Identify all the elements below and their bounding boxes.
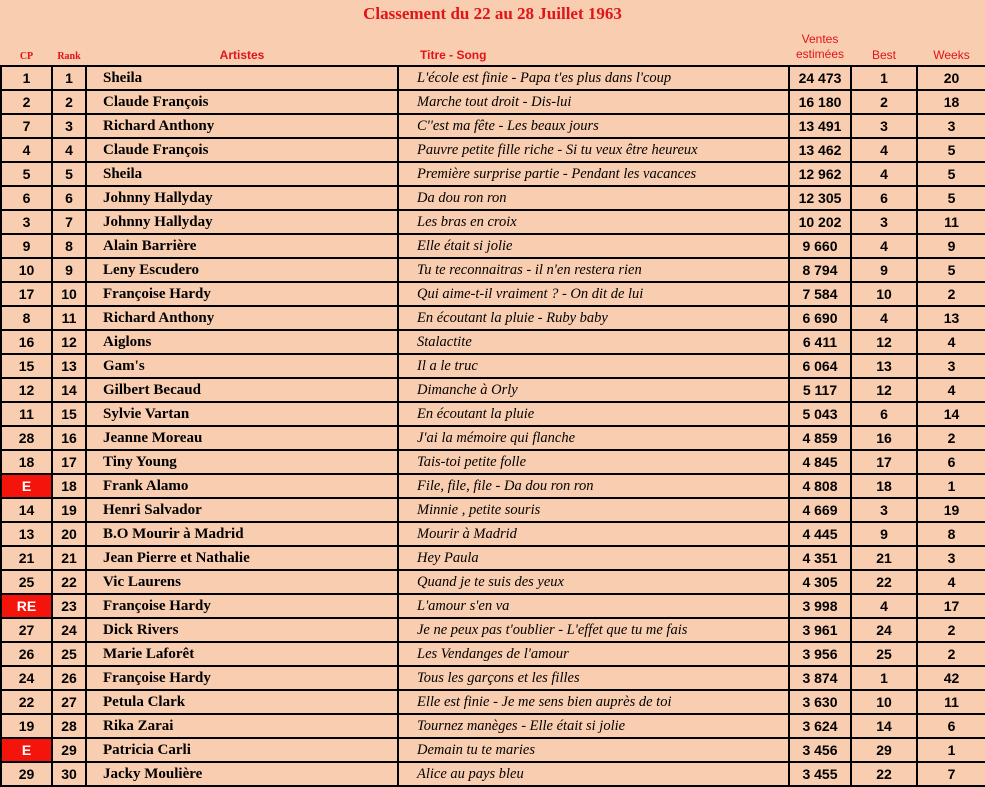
best-cell: 2 — [851, 90, 917, 114]
table-row — [1, 354, 985, 378]
song-cell: En écoutant la pluie - Ruby baby — [398, 306, 789, 330]
best-cell: 4 — [851, 234, 917, 258]
header-row — [1, 28, 985, 66]
cp-cell: 18 — [1, 450, 52, 474]
best-cell: 10 — [851, 690, 917, 714]
artist-cell: Dick Rivers — [86, 618, 398, 642]
weeks-cell: 7 — [917, 762, 985, 786]
weeks-cell: 14 — [917, 402, 985, 426]
table-row — [1, 138, 985, 162]
table-row — [1, 666, 985, 690]
artist-cell: Sheila — [86, 66, 398, 90]
table-row — [1, 570, 985, 594]
weeks-cell: 1 — [917, 738, 985, 762]
table-row — [1, 330, 985, 354]
rank-cell: 30 — [52, 762, 86, 786]
table-row — [1, 522, 985, 546]
artist-cell: Alain Barrière — [86, 234, 398, 258]
cp-cell: 3 — [1, 210, 52, 234]
song-cell: Les bras en croix — [398, 210, 789, 234]
table-row — [1, 258, 985, 282]
header-sales-line1: Ventes — [801, 32, 839, 46]
best-cell: 16 — [851, 426, 917, 450]
table-row — [1, 162, 985, 186]
artist-cell: Françoise Hardy — [86, 282, 398, 306]
cp-cell: 21 — [1, 546, 52, 570]
cp-cell: 9 — [1, 234, 52, 258]
weeks-cell: 2 — [917, 282, 985, 306]
artist-cell: Tiny Young — [86, 450, 398, 474]
weeks-cell: 42 — [917, 666, 985, 690]
song-cell: L'amour s'en va — [398, 594, 789, 618]
song-cell: Da dou ron ron — [398, 186, 789, 210]
best-cell: 6 — [851, 186, 917, 210]
cp-cell: 1 — [1, 66, 52, 90]
rank-cell: 2 — [52, 90, 86, 114]
artist-cell: Marie Laforêt — [86, 642, 398, 666]
rank-cell: 8 — [52, 234, 86, 258]
weeks-cell: 5 — [917, 162, 985, 186]
rank-cell: 17 — [52, 450, 86, 474]
best-cell: 12 — [851, 330, 917, 354]
artist-cell: Leny Escudero — [86, 258, 398, 282]
best-cell: 22 — [851, 762, 917, 786]
song-cell: C''est ma fête - Les beaux jours — [398, 114, 789, 138]
rank-cell: 23 — [52, 594, 86, 618]
weeks-cell: 4 — [917, 570, 985, 594]
song-cell: Première surprise partie - Pendant les vacances — [398, 162, 789, 186]
sales-cell: 6 690 — [789, 306, 851, 330]
rank-cell: 20 — [52, 522, 86, 546]
rank-cell: 18 — [52, 474, 86, 498]
song-cell: Je ne peux pas t'oublier - L'effet que tu me fais — [398, 618, 789, 642]
best-cell: 10 — [851, 282, 917, 306]
sales-cell: 3 956 — [789, 642, 851, 666]
header-rank: Rank — [57, 51, 81, 62]
sales-cell: 3 456 — [789, 738, 851, 762]
artist-cell: Françoise Hardy — [86, 666, 398, 690]
best-cell: 4 — [851, 306, 917, 330]
sales-cell: 4 669 — [789, 498, 851, 522]
rank-cell: 9 — [52, 258, 86, 282]
rank-cell: 12 — [52, 330, 86, 354]
cp-cell: 25 — [1, 570, 52, 594]
rank-cell: 26 — [52, 666, 86, 690]
artist-cell: Jacky Moulière — [86, 762, 398, 786]
rank-cell: 13 — [52, 354, 86, 378]
artist-cell: Sylvie Vartan — [86, 402, 398, 426]
song-cell: Pauvre petite fille riche - Si tu veux être heureux — [398, 138, 789, 162]
cp-cell: 13 — [1, 522, 52, 546]
best-cell: 29 — [851, 738, 917, 762]
song-cell: Les Vendanges de l'amour — [398, 642, 789, 666]
best-cell: 17 — [851, 450, 917, 474]
sales-cell: 16 180 — [789, 90, 851, 114]
artist-cell: Richard Anthony — [86, 114, 398, 138]
rank-cell: 19 — [52, 498, 86, 522]
ranking-table — [0, 28, 985, 787]
best-cell: 3 — [851, 114, 917, 138]
sales-cell: 3 455 — [789, 762, 851, 786]
rank-cell: 1 — [52, 66, 86, 90]
weeks-cell: 2 — [917, 642, 985, 666]
weeks-cell: 19 — [917, 498, 985, 522]
song-cell: Qui aime-t-il vraiment ? - On dit de lui — [398, 282, 789, 306]
best-cell: 6 — [851, 402, 917, 426]
weeks-cell: 3 — [917, 546, 985, 570]
cp-cell: 28 — [1, 426, 52, 450]
cp-cell: 24 — [1, 666, 52, 690]
best-cell: 4 — [851, 138, 917, 162]
song-cell: Tais-toi petite folle — [398, 450, 789, 474]
weeks-cell: 3 — [917, 354, 985, 378]
cp-cell — [1, 738, 52, 762]
table-row — [1, 714, 985, 738]
song-cell: Minnie , petite souris — [398, 498, 789, 522]
best-cell: 3 — [851, 498, 917, 522]
cp-cell — [1, 474, 52, 498]
table-row — [1, 66, 985, 90]
artist-cell: Johnny Hallyday — [86, 186, 398, 210]
cp-cell — [1, 594, 52, 618]
best-cell: 1 — [851, 666, 917, 690]
header-song: Titre - Song — [420, 48, 487, 62]
table-row — [1, 186, 985, 210]
artist-cell: Petula Clark — [86, 690, 398, 714]
rank-cell: 4 — [52, 138, 86, 162]
weeks-cell: 5 — [917, 138, 985, 162]
cp-cell: 11 — [1, 402, 52, 426]
best-cell: 22 — [851, 570, 917, 594]
best-cell: 18 — [851, 474, 917, 498]
sales-cell: 3 630 — [789, 690, 851, 714]
rank-cell: 7 — [52, 210, 86, 234]
table-row — [1, 618, 985, 642]
weeks-cell: 11 — [917, 690, 985, 714]
artist-cell: Aiglons — [86, 330, 398, 354]
sales-cell: 4 859 — [789, 426, 851, 450]
table-row — [1, 594, 985, 618]
sales-cell: 6 411 — [789, 330, 851, 354]
sales-cell: 4 845 — [789, 450, 851, 474]
table-row — [1, 546, 985, 570]
page-title: Classement du 22 au 28 Juillet 1963 — [363, 4, 622, 23]
best-cell: 12 — [851, 378, 917, 402]
rank-cell: 10 — [52, 282, 86, 306]
sales-cell: 4 351 — [789, 546, 851, 570]
table-row — [1, 282, 985, 306]
entry-badge: E — [21, 478, 32, 494]
song-cell: En écoutant la pluie — [398, 402, 789, 426]
weeks-cell: 9 — [917, 234, 985, 258]
artist-cell: Gilbert Becaud — [86, 378, 398, 402]
song-cell: Mourir à Madrid — [398, 522, 789, 546]
weeks-cell: 3 — [917, 114, 985, 138]
artist-cell: Richard Anthony — [86, 306, 398, 330]
artist-cell: Rika Zarai — [86, 714, 398, 738]
best-cell: 9 — [851, 522, 917, 546]
header-sales-line2: estimées — [795, 47, 845, 61]
song-cell: Demain tu te maries — [398, 738, 789, 762]
sales-cell: 13 462 — [789, 138, 851, 162]
entry-badge: RE — [16, 598, 37, 614]
best-cell: 4 — [851, 594, 917, 618]
cp-cell: 17 — [1, 282, 52, 306]
rank-cell: 11 — [52, 306, 86, 330]
cp-cell: 14 — [1, 498, 52, 522]
cp-cell: 2 — [1, 90, 52, 114]
cp-cell: 29 — [1, 762, 52, 786]
artist-cell: Françoise Hardy — [86, 594, 398, 618]
header-cp: CP — [19, 51, 34, 62]
sales-cell: 3 874 — [789, 666, 851, 690]
song-cell: Tu te reconnaitras - il n'en restera rien — [398, 258, 789, 282]
song-cell: File, file, file - Da dou ron ron — [398, 474, 789, 498]
table-row — [1, 450, 985, 474]
sales-cell: 3 961 — [789, 618, 851, 642]
best-cell: 3 — [851, 210, 917, 234]
table-row — [1, 378, 985, 402]
cp-cell: 7 — [1, 114, 52, 138]
weeks-cell: 13 — [917, 306, 985, 330]
header-best: Best — [871, 48, 896, 62]
rank-cell: 25 — [52, 642, 86, 666]
rank-cell: 29 — [52, 738, 86, 762]
rank-cell: 28 — [52, 714, 86, 738]
cp-cell: 16 — [1, 330, 52, 354]
weeks-cell: 2 — [917, 618, 985, 642]
cp-cell: 12 — [1, 378, 52, 402]
sales-cell: 10 202 — [789, 210, 851, 234]
sales-cell: 5 117 — [789, 378, 851, 402]
weeks-cell: 17 — [917, 594, 985, 618]
rank-cell: 27 — [52, 690, 86, 714]
weeks-cell: 5 — [917, 186, 985, 210]
cp-cell: 4 — [1, 138, 52, 162]
sales-cell: 4 305 — [789, 570, 851, 594]
rank-cell: 21 — [52, 546, 86, 570]
artist-cell: Johnny Hallyday — [86, 210, 398, 234]
sales-cell: 9 660 — [789, 234, 851, 258]
header-weeks: Weeks — [933, 48, 970, 62]
sales-cell: 24 473 — [789, 66, 851, 90]
artist-cell: Jeanne Moreau — [86, 426, 398, 450]
table-row — [1, 474, 985, 498]
artist-cell: Jean Pierre et Nathalie — [86, 546, 398, 570]
best-cell: 1 — [851, 66, 917, 90]
cp-cell: 15 — [1, 354, 52, 378]
song-cell: Elle est finie - Je me sens bien auprès de toi — [398, 690, 789, 714]
table-row — [1, 762, 985, 786]
song-cell: Il a le truc — [398, 354, 789, 378]
song-cell: L'école est finie - Papa t'es plus dans l'coup — [398, 66, 789, 90]
sales-cell: 4 445 — [789, 522, 851, 546]
rank-cell: 6 — [52, 186, 86, 210]
cp-cell: 22 — [1, 690, 52, 714]
weeks-cell: 6 — [917, 714, 985, 738]
table-row — [1, 738, 985, 762]
weeks-cell: 6 — [917, 450, 985, 474]
table-row — [1, 90, 985, 114]
song-cell: J'ai la mémoire qui flanche — [398, 426, 789, 450]
sales-cell: 8 794 — [789, 258, 851, 282]
artist-cell: Gam's — [86, 354, 398, 378]
artist-cell: Henri Salvador — [86, 498, 398, 522]
weeks-cell: 18 — [917, 90, 985, 114]
sales-cell: 3 998 — [789, 594, 851, 618]
song-cell: Stalactite — [398, 330, 789, 354]
song-cell: Tous les garçons et les filles — [398, 666, 789, 690]
cp-cell: 10 — [1, 258, 52, 282]
cp-cell: 5 — [1, 162, 52, 186]
song-cell: Tournez manèges - Elle était si jolie — [398, 714, 789, 738]
song-cell: Elle était si jolie — [398, 234, 789, 258]
artist-cell: Claude François — [86, 90, 398, 114]
artist-cell: Vic Laurens — [86, 570, 398, 594]
song-cell: Dimanche à Orly — [398, 378, 789, 402]
sales-cell: 13 491 — [789, 114, 851, 138]
cp-cell: 8 — [1, 306, 52, 330]
weeks-cell: 4 — [917, 330, 985, 354]
best-cell: 24 — [851, 618, 917, 642]
rank-cell: 14 — [52, 378, 86, 402]
song-cell: Quand je te suis des yeux — [398, 570, 789, 594]
weeks-cell: 20 — [917, 66, 985, 90]
artist-cell: B.O Mourir à Madrid — [86, 522, 398, 546]
rank-cell: 3 — [52, 114, 86, 138]
table-body — [1, 66, 985, 786]
sales-cell: 12 305 — [789, 186, 851, 210]
best-cell: 21 — [851, 546, 917, 570]
table-row — [1, 306, 985, 330]
sales-cell: 12 962 — [789, 162, 851, 186]
weeks-cell: 1 — [917, 474, 985, 498]
sales-cell: 7 584 — [789, 282, 851, 306]
sales-cell: 5 043 — [789, 402, 851, 426]
cp-cell: 19 — [1, 714, 52, 738]
table-row — [1, 690, 985, 714]
sales-cell: 4 808 — [789, 474, 851, 498]
table-row — [1, 234, 985, 258]
table-row — [1, 114, 985, 138]
weeks-cell: 8 — [917, 522, 985, 546]
song-cell: Marche tout droit - Dis-lui — [398, 90, 789, 114]
header-sales — [789, 28, 851, 66]
header-artist: Artistes — [219, 48, 265, 62]
best-cell: 4 — [851, 162, 917, 186]
entry-badge: E — [21, 742, 32, 758]
cp-cell: 26 — [1, 642, 52, 666]
song-cell: Hey Paula — [398, 546, 789, 570]
rank-cell: 15 — [52, 402, 86, 426]
cp-cell: 27 — [1, 618, 52, 642]
sales-cell: 6 064 — [789, 354, 851, 378]
best-cell: 14 — [851, 714, 917, 738]
sales-cell: 3 624 — [789, 714, 851, 738]
rank-cell: 5 — [52, 162, 86, 186]
table-row — [1, 426, 985, 450]
table-row — [1, 498, 985, 522]
artist-cell: Sheila — [86, 162, 398, 186]
artist-cell: Claude François — [86, 138, 398, 162]
table-row — [1, 210, 985, 234]
best-cell: 25 — [851, 642, 917, 666]
artist-cell: Frank Alamo — [86, 474, 398, 498]
rank-cell: 24 — [52, 618, 86, 642]
best-cell: 9 — [851, 258, 917, 282]
weeks-cell: 2 — [917, 426, 985, 450]
weeks-cell: 11 — [917, 210, 985, 234]
table-row — [1, 642, 985, 666]
weeks-cell: 4 — [917, 378, 985, 402]
song-cell: Alice au pays bleu — [398, 762, 789, 786]
rank-cell: 22 — [52, 570, 86, 594]
weeks-cell: 5 — [917, 258, 985, 282]
cp-cell: 6 — [1, 186, 52, 210]
rank-cell: 16 — [52, 426, 86, 450]
best-cell: 13 — [851, 354, 917, 378]
table-row — [1, 402, 985, 426]
artist-cell: Patricia Carli — [86, 738, 398, 762]
